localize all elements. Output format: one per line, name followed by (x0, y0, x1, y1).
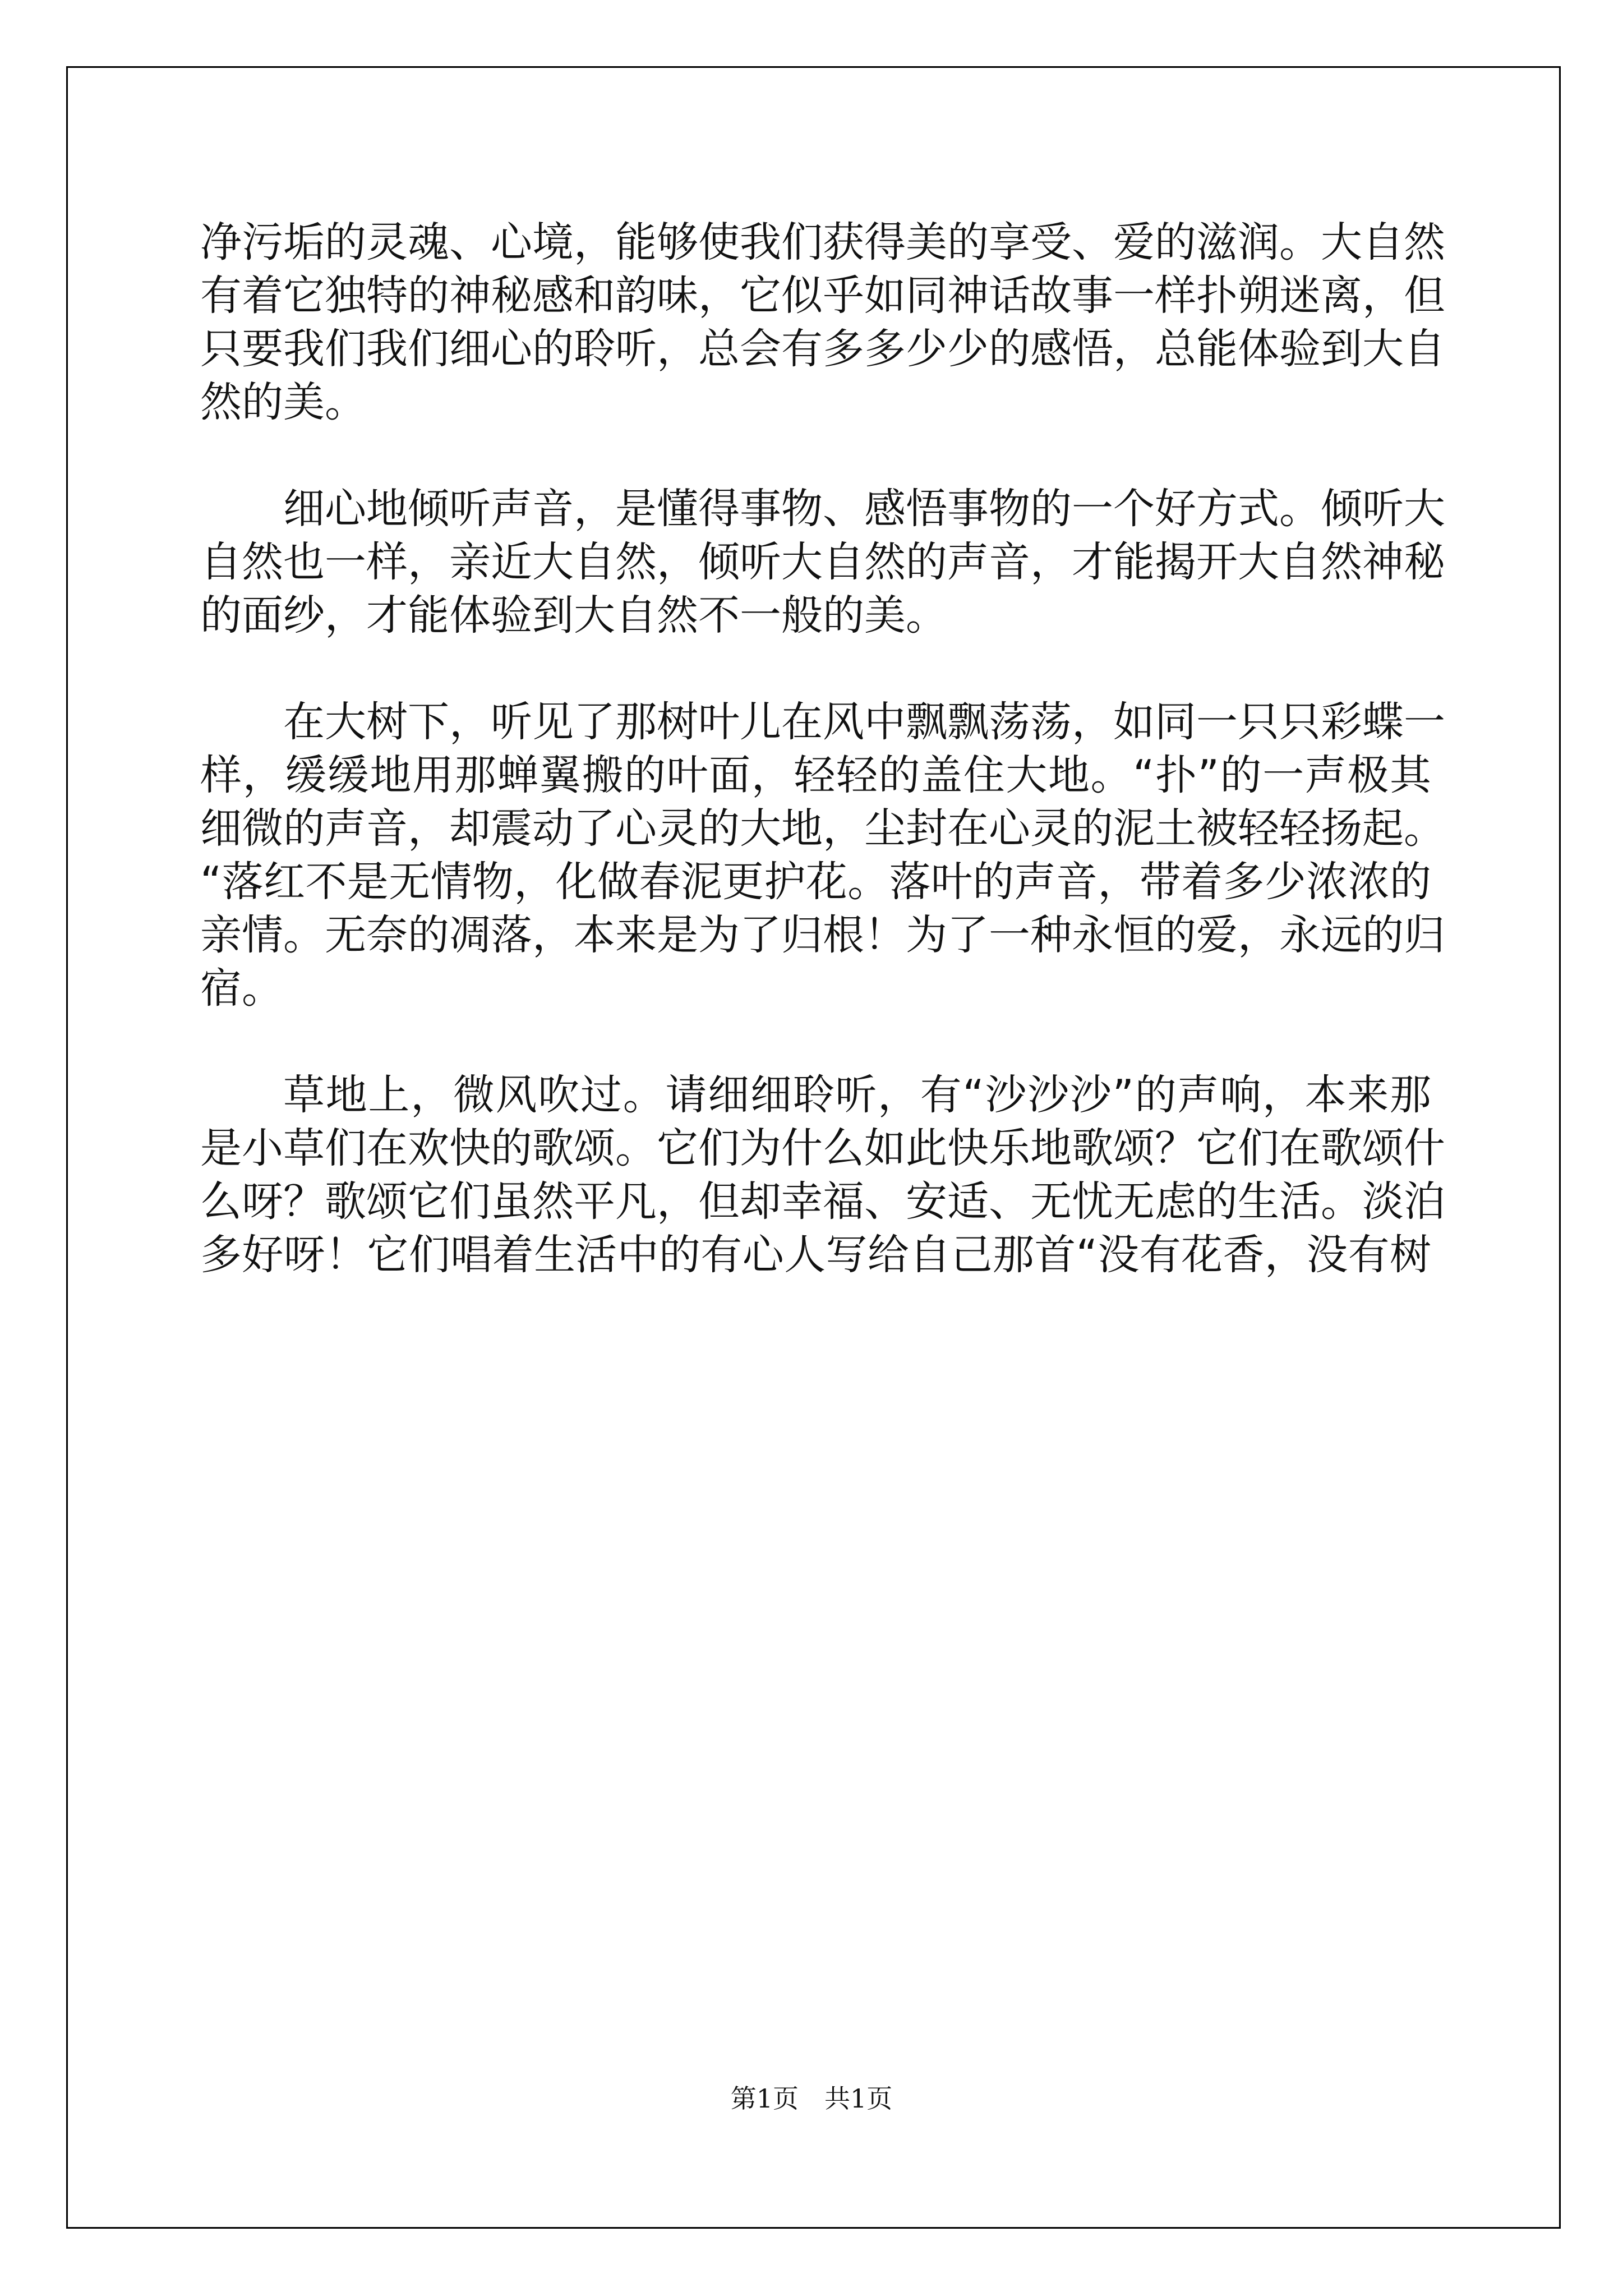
text-line: 细微的声音，却震动了心灵的大地，尘封在心灵的泥土被轻轻扬起。 (200, 804, 1445, 853)
paragraph-4 (200, 1069, 1445, 1282)
text-line: 多好呀！它们唱着生活中的有心人写给自己那首“没有花香，没有树 (200, 1231, 1431, 1279)
text-line: 样，缓缓地用那蝉翼搬的叶面，轻轻的盖住大地。“扑”的一声极其 (200, 751, 1431, 799)
text-line: “落红不是无情物，化做春泥更护花。落叶的声音，带着多少浓浓的 (200, 858, 1431, 906)
text-line: 在大树下，听见了那树叶儿在风中飘飘荡荡，如同一只只彩蝶一 (283, 698, 1445, 746)
text-line: 然的美。 (200, 378, 366, 426)
text-line: 亲情。无奈的凋落，本来是为了归根！为了一种永恒的爱，永远的归 (200, 911, 1445, 959)
text-line: 是小草们在欢快的歌颂。它们为什么如此快乐地歌颂？它们在歌颂什 (200, 1124, 1445, 1172)
text-line: 宿。 (200, 964, 283, 1013)
text-line: 细心地倾听声音，是懂得事物、感悟事物的一个好方式。倾听大 (283, 485, 1445, 533)
text-line: 有着它独特的神秘感和韵味，它似乎如同神话故事一样扑朔迷离，但 (200, 272, 1445, 320)
document-body (200, 216, 1445, 1282)
text-line: 草地上，微风吹过。请细细聆听，有“沙沙沙”的声响，本来那 (283, 1071, 1431, 1119)
text-line: 只要我们我们细心的聆听，总会有多多少少的感悟，总能体验到大自 (200, 325, 1445, 373)
text-line: 的面纱，才能体验到大自然不一般的美。 (200, 591, 947, 639)
text-line: 净污垢的灵魂、心境，能够使我们获得美的享受、爱的滋润。大自然 (200, 218, 1445, 266)
text-line: 自然也一样，亲近大自然，倾听大自然的声音，才能揭开大自然神秘 (200, 538, 1445, 586)
text-line: 么呀？歌颂它们虽然平凡，但却幸福、安适、无忧无虑的生活。淡泊 (200, 1177, 1445, 1226)
paragraph-1 (200, 216, 1445, 429)
page-footer (0, 2078, 1623, 2115)
page-number: 第1页 共1页 (730, 2083, 893, 2114)
paragraph-2 (200, 482, 1445, 642)
paragraph-3 (200, 696, 1445, 1015)
